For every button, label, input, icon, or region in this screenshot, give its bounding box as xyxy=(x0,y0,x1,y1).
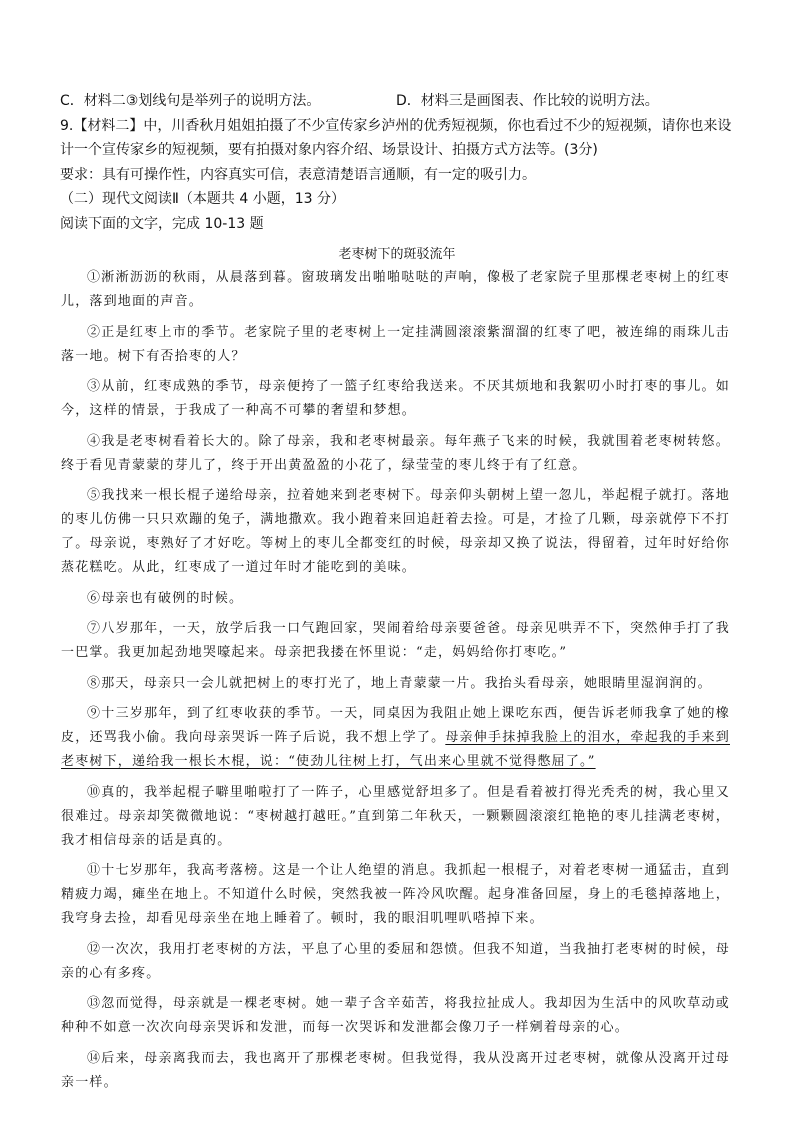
paragraph-10: ⑩真的，我举起棍子噼里啪啦打了一阵子，心里感觉舒坦多了。但是看着被打得光秃秃的树，我心里又很难过。母亲却笑微微地说：“枣树越打越旺。”直到第二年秋天，一颗颗圆滚滚红艳艳的枣儿挂满老枣树，我才相信母亲的话是真的。 xyxy=(61,784,730,848)
paragraph-4: ④我是老枣树看着长大的。除了母亲，我和老枣树最亲。每年燕子飞来的时候，我就围着老枣树转悠。终于看见青蒙蒙的芽儿了，终于开出黄盈盈的小花了，绿莹莹的枣儿终于有了红意。 xyxy=(61,433,730,473)
option-c: C．材料二③划线句是举列子的说明方法。 xyxy=(60,93,321,109)
reading-instruction: 阅读下面的文字，完成 10-13 题 xyxy=(60,215,264,232)
question-9: 9.【材料二】中，川香秋月姐姐拍摄了不少宣传家乡泸州的优秀短视频，你也看过不少的短视频，请你也来设计一个宣传家乡的短视频，要有拍摄对象内容介绍、场景设计、拍摄方式方法等。(3分) xyxy=(60,117,732,158)
underlined-sentence: 母亲伸手抹掉我脸上的泪水，牵起我的手来到老枣树下，递给我一根长木棍，说：“使劲儿往树上打，气出来心里就不觉得憋屈了。” xyxy=(61,730,730,769)
paragraph-9 xyxy=(61,702,730,774)
paragraph-8: ⑧那天，母亲只一会儿就把树上的枣打光了，地上青蒙蒙一片。我抬头看母亲，她眼睛里湿润润的。 xyxy=(87,675,712,691)
article-title: 老枣树下的斑驳流年 xyxy=(338,247,456,262)
section-heading: （二）现代文阅读Ⅱ（本题共 4 小题，13 分） xyxy=(60,191,345,207)
paragraph-14: ⑭后来，母亲离我而去，我也离开了那棵老枣树。但我觉得，我从没离开过老枣树，就像从没离开过母亲一样。 xyxy=(61,1050,730,1090)
question-9-requirement: 要求：具有可操作性，内容真实可信，表意清楚语言通顺，有一定的吸引力。 xyxy=(60,166,536,183)
paragraph-9-text: ⑨十三岁那年，到了红枣收获的季节。一天，同桌因为我阻止她上课吃东西，便告诉老师我拿了她的橡皮，还骂我小偷。我向母亲哭诉一阵子后说，我不想上学了。 xyxy=(61,706,730,745)
paragraph-3: ③从前，红枣成熟的季节，母亲便挎了一篮子红枣给我送来。不厌其烦地和我絮叨小时打枣的事儿。如今，这样的情景，于我成了一种高不可攀的奢望和梦想。 xyxy=(61,379,730,418)
paragraph-1: ①淅淅沥沥的秋雨，从晨落到暮。窗玻璃发出啪啪哒哒的声响，像极了老家院子里那棵老枣树上的红枣儿，落到地面的声音。 xyxy=(61,270,730,309)
paragraph-11: ⑪十七岁那年，我高考落榜。这是一个让人绝望的消息。我抓起一根棍子，对着老枣树一通猛击，直到精疲力竭，瘫坐在地上。不知道什么时候，突然我被一阵冷风吹醒。起身准备回屋，身上的毛毯掉落地上，我穹身去捡，却看见母亲坐在地上睡着了。顿时，我的眼泪叽哩叭嗒掉下来。 xyxy=(61,863,730,926)
paragraph-6: ⑥母亲也有破例的时候。 xyxy=(87,590,244,606)
article-body xyxy=(61,266,730,1101)
option-d: D．材料三是画图表、作比较的说明方法。 xyxy=(396,93,659,109)
paragraph-2: ②正是红枣上市的季节。老家院子里的老枣树上一定挂满圆滚滚紫溜溜的红枣了吧，被连绵的雨珠儿击落一地。树下有否拾枣的人？ xyxy=(61,324,730,364)
paragraph-13: ⑬忽而觉得，母亲就是一棵老枣树。她一辈子含辛茹苦，将我拉扯成人。我却因为生活中的风吹草动或种种不如意一次次向母亲哭诉和发泄，而每一次哭诉和发泄都会像刀子一样剜着母亲的心。 xyxy=(61,996,730,1035)
question-block xyxy=(60,89,740,236)
paragraph-12: ⑫一次次，我用打老枣树的方法，平息了心里的委屈和怨愤。但我不知道，当我抽打老枣树的时候，母亲的心有多疼。 xyxy=(61,941,730,981)
paragraph-5: ⑤我找来一根长棍子递给母亲，拉着她来到老枣树下。母亲仰头朝树上望一忽儿，举起棍子就打。落地的枣儿仿佛一只只欢蹦的兔子，满地撒欢。我小跑着来回追赶着去捡。可是，才捡了几颗，母亲就停下不打了。母亲说，枣熟好了才好吃。等树上的枣儿全都变红的时候，母亲却又换了说法，得留着，过年时好给你蒸花糕吃。从此，红枣成了一道过年时才能吃到的美味。 xyxy=(61,488,730,575)
paragraph-7: ⑦八岁那年，一天，放学后我一口气跑回家，哭闹着给母亲要爸爸。母亲见哄弄不下，突然伸手打了我一巴掌。我更加起劲地哭嚎起来。母亲把我搂在怀里说：“走，妈妈给你打枣吃。” xyxy=(61,621,730,660)
options-row xyxy=(60,89,740,114)
